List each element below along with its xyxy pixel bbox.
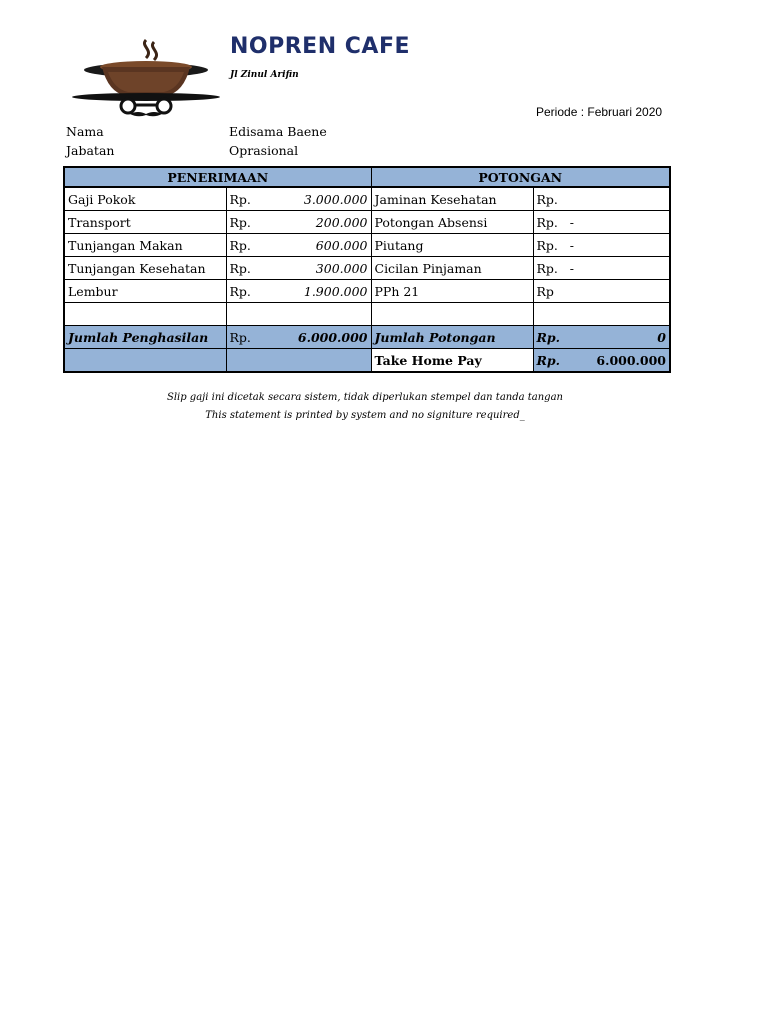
table-row: [64, 187, 670, 211]
blank-cell: [64, 349, 226, 373]
earning-rp: Rp.: [229, 214, 251, 230]
earning-amount-cell: [226, 211, 371, 234]
earning-amount: 200.000: [315, 214, 368, 230]
earning-amount: 3.000.000: [303, 191, 368, 207]
take-home-pay-label: Take Home Pay: [371, 349, 533, 373]
total-earning-rp: Rp.: [229, 329, 251, 345]
blank-cell: [533, 303, 670, 326]
earning-label: Transport: [64, 211, 226, 234]
employee-position-value: Oprasional: [229, 143, 299, 158]
total-earning-amount: 6.000.000: [297, 329, 368, 345]
penerimaan-header: PENERIMAAN: [64, 167, 371, 187]
earning-label: Lembur: [64, 280, 226, 303]
deduction-rp: Rp: [536, 283, 554, 299]
blank-cell: [226, 303, 371, 326]
total-deduction-rp: Rp.: [536, 329, 560, 345]
deduction-amount-cell: [533, 234, 670, 257]
deduction-label: PPh 21: [371, 280, 533, 303]
deduction-label: Cicilan Pinjaman: [371, 257, 533, 280]
system-note-en: This statement is printed by system and no signiture required_: [205, 410, 525, 421]
deduction-rp: Rp. -: [536, 214, 575, 230]
take-home-pay-amount: 6.000.000: [596, 352, 666, 368]
table-row: [64, 234, 670, 257]
cafe-name: NOPREN CAFE: [230, 34, 411, 59]
table-row: [64, 280, 670, 303]
earning-amount: 600.000: [315, 237, 368, 253]
salary-slip-table: [63, 166, 671, 373]
deduction-label: Potongan Absensi: [371, 211, 533, 234]
deduction-amount-cell: [533, 280, 670, 303]
earning-label: Tunjangan Makan: [64, 234, 226, 257]
take-home-pay-rp: Rp.: [536, 352, 560, 368]
table-row: [64, 211, 670, 234]
earning-label: Gaji Pokok: [64, 187, 226, 211]
coffee-cup-logo-icon: [66, 34, 226, 118]
employee-name-value: Edisama Baene: [229, 124, 327, 139]
total-deduction-amount: 0: [657, 329, 666, 345]
earning-amount-cell: [226, 234, 371, 257]
deduction-rp: Rp. -: [536, 260, 575, 276]
blank-cell: [226, 349, 371, 373]
earning-label: Tunjangan Kesehatan: [64, 257, 226, 280]
total-row: [64, 326, 670, 349]
deduction-label: Piutang: [371, 234, 533, 257]
deduction-amount-cell: [533, 187, 670, 211]
cafe-logo: [66, 34, 226, 118]
cafe-address: Jl Zinul Arifin: [230, 70, 299, 80]
deduction-amount-cell: [533, 257, 670, 280]
pay-period: Periode : Februari 2020: [536, 105, 663, 119]
blank-cell: [64, 303, 226, 326]
total-deduction-cell: [533, 326, 670, 349]
blank-cell: [371, 303, 533, 326]
take-home-pay-cell: [533, 349, 670, 373]
earning-amount-cell: [226, 187, 371, 211]
deduction-label: Jaminan Kesehatan: [371, 187, 533, 211]
earning-rp: Rp.: [229, 283, 251, 299]
potongan-header: POTONGAN: [371, 167, 670, 187]
earning-amount: 1.900.000: [303, 283, 368, 299]
table-header-row: [64, 167, 670, 187]
earning-amount-cell: [226, 257, 371, 280]
deduction-rp: Rp.: [536, 191, 558, 207]
take-home-pay-row: [64, 349, 670, 373]
system-note-id: Slip gaji ini dicetak secara sistem, tidak diperlukan stempel dan tanda tangan: [166, 392, 563, 403]
total-deduction-label: Jumlah Potongan: [371, 326, 533, 349]
total-earning-cell: [226, 326, 371, 349]
deduction-rp: Rp. -: [536, 237, 575, 253]
employee-name-label: Nama: [66, 124, 104, 139]
earning-amount-cell: [226, 280, 371, 303]
table-row: [64, 257, 670, 280]
blank-row: [64, 303, 670, 326]
total-earning-label: Jumlah Penghasilan: [64, 326, 226, 349]
deduction-amount-cell: [533, 211, 670, 234]
employee-position-label: Jabatan: [66, 143, 115, 158]
earning-rp: Rp.: [229, 191, 251, 207]
earning-amount: 300.000: [315, 260, 368, 276]
earning-rp: Rp.: [229, 237, 251, 253]
earning-rp: Rp.: [229, 260, 251, 276]
